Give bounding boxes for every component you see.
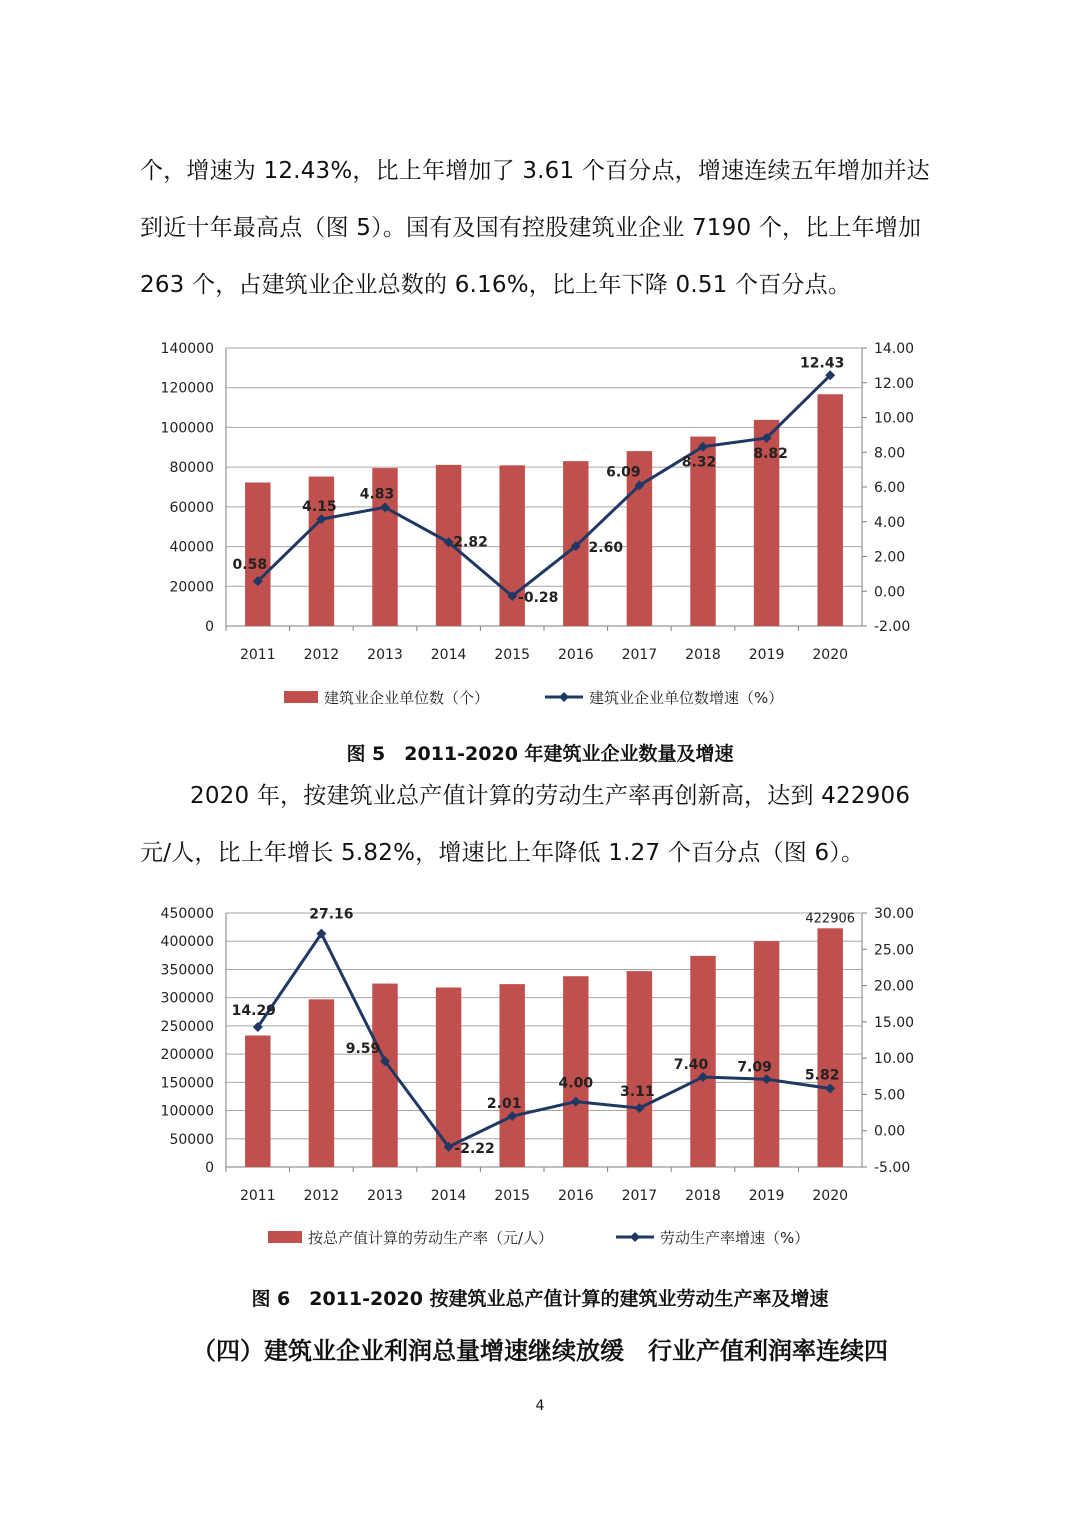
line-data-label: 2.60 bbox=[588, 540, 624, 557]
x-tick-label: 2017 bbox=[621, 1188, 658, 1204]
paragraph-1: 个，增速为 12.43%，比上年增加了 3.61 个百分点，增速连续五年增加并达到近十年最高点（图 5）。国有及国有控股建筑业企业 7190 个，比上年增加 263 个，占建筑业企业总数的 6.16%，比上年下降 0.51 个百分点。 bbox=[140, 158, 930, 298]
y-right-tick-label: 15.00 bbox=[874, 1014, 915, 1031]
x-tick-label: 2018 bbox=[685, 1188, 721, 1204]
y-right-tick-label: 5.00 bbox=[874, 1087, 906, 1104]
bar bbox=[563, 976, 588, 1167]
y-right-tick-label: 0.00 bbox=[874, 584, 906, 601]
line-data-label: 5.82 bbox=[804, 1067, 840, 1084]
y-right-tick-label: 10.00 bbox=[874, 1051, 915, 1068]
line-data-label: -0.28 bbox=[518, 590, 559, 607]
legend-line-marker bbox=[559, 692, 569, 702]
line-data-label: 4.00 bbox=[558, 1075, 594, 1092]
line-data-label: 14.29 bbox=[231, 1003, 276, 1020]
bar bbox=[309, 999, 334, 1167]
x-tick-label: 2015 bbox=[494, 647, 531, 663]
line-data-label: 7.40 bbox=[673, 1057, 709, 1074]
x-tick-label: 2013 bbox=[367, 1188, 403, 1204]
chart-enterprise-count bbox=[0, 330, 1080, 730]
paragraph-2: 2020 年，按建筑业总产值计算的劳动生产率再创新高，达到 422906 元/人，比上年增长 5.82%，增速比上年降低 1.27 个百分点（图 6）。 bbox=[140, 783, 911, 866]
x-tick-label: 2015 bbox=[494, 1188, 531, 1204]
line-data-label: -2.22 bbox=[454, 1140, 495, 1157]
line-data-label: 4.15 bbox=[302, 499, 337, 516]
line-data-label: 0.58 bbox=[232, 557, 268, 574]
legend-line-label: 建筑业企业单位数增速（%） bbox=[589, 689, 784, 707]
y-left-tick-label: 100000 bbox=[160, 420, 214, 437]
x-tick-label: 2012 bbox=[303, 647, 340, 663]
y-right-tick-label: 12.00 bbox=[874, 375, 915, 392]
y-left-tick-label: 140000 bbox=[160, 341, 214, 357]
x-tick-label: 2011 bbox=[239, 647, 276, 663]
x-tick-label: 2018 bbox=[685, 647, 721, 663]
x-tick-label: 2016 bbox=[557, 647, 594, 663]
page-number: 4 bbox=[535, 1398, 545, 1414]
line-data-label: 3.11 bbox=[620, 1084, 655, 1101]
bar bbox=[245, 482, 270, 626]
y-right-tick-label: 0.00 bbox=[874, 1123, 906, 1140]
line-data-label: 8.32 bbox=[681, 454, 717, 471]
line-data-label: 2.01 bbox=[486, 1096, 522, 1113]
y-right-tick-label: -2.00 bbox=[874, 619, 911, 635]
y-left-tick-label: 350000 bbox=[160, 962, 214, 979]
y-left-tick-label: 20000 bbox=[169, 579, 214, 596]
x-tick-label: 2012 bbox=[303, 1188, 340, 1204]
y-left-tick-label: 450000 bbox=[160, 906, 214, 922]
y-left-tick-label: 40000 bbox=[169, 539, 214, 556]
y-right-tick-label: 8.00 bbox=[874, 445, 906, 462]
y-left-tick-label: 0 bbox=[205, 1160, 214, 1176]
x-tick-label: 2017 bbox=[621, 647, 658, 663]
y-left-tick-label: 200000 bbox=[160, 1047, 214, 1064]
y-right-tick-label: 10.00 bbox=[874, 410, 915, 427]
line-data-label: 7.09 bbox=[737, 1059, 772, 1076]
legend-bar-label: 建筑业企业单位数（个） bbox=[324, 689, 490, 707]
legend-line-marker bbox=[630, 1232, 640, 1242]
section-heading: （四）建筑业企业利润总量增速继续放缓 行业产值利润率连续四 bbox=[192, 1337, 888, 1365]
bar bbox=[245, 1035, 270, 1167]
y-left-tick-label: 250000 bbox=[160, 1018, 214, 1035]
y-left-tick-label: 80000 bbox=[169, 460, 214, 477]
y-left-tick-label: 60000 bbox=[169, 499, 214, 516]
line-data-label: 4.83 bbox=[359, 486, 395, 503]
bar bbox=[754, 941, 779, 1167]
bar-value-label: 422906 bbox=[805, 911, 856, 927]
y-right-tick-label: 20.00 bbox=[874, 978, 915, 995]
x-tick-label: 2011 bbox=[239, 1188, 276, 1204]
y-right-tick-label: 30.00 bbox=[874, 906, 915, 922]
y-left-tick-label: 120000 bbox=[160, 380, 214, 397]
legend-bar-swatch bbox=[284, 691, 318, 703]
figure-6-caption: 图 6 2011-2020 按建筑业总产值计算的建筑业劳动生产率及增速 bbox=[251, 1288, 829, 1310]
line-data-label: 9.59 bbox=[345, 1041, 381, 1058]
x-tick-label: 2014 bbox=[430, 1188, 467, 1204]
x-tick-label: 2019 bbox=[748, 647, 785, 663]
y-right-tick-label: 25.00 bbox=[874, 942, 915, 959]
x-tick-label: 2020 bbox=[812, 647, 849, 663]
bar bbox=[817, 394, 842, 626]
bar bbox=[817, 928, 842, 1167]
x-tick-label: 2016 bbox=[557, 1188, 594, 1204]
line-data-label: 2.82 bbox=[453, 534, 488, 551]
series-line bbox=[258, 934, 830, 1147]
line-data-label: 6.09 bbox=[606, 464, 641, 481]
x-tick-label: 2014 bbox=[430, 647, 467, 663]
y-left-tick-label: 150000 bbox=[160, 1075, 214, 1092]
chart-labor-productivity bbox=[0, 895, 1080, 1265]
y-right-tick-label: 4.00 bbox=[874, 514, 906, 531]
y-left-tick-label: 50000 bbox=[169, 1131, 214, 1148]
y-left-tick-label: 100000 bbox=[160, 1103, 214, 1120]
legend-line-label: 劳动生产率增速（%） bbox=[660, 1229, 810, 1247]
x-tick-label: 2020 bbox=[812, 1188, 849, 1204]
y-right-tick-label: 14.00 bbox=[874, 341, 915, 357]
line-data-label: 8.82 bbox=[753, 446, 788, 463]
y-left-tick-label: 0 bbox=[205, 619, 214, 635]
y-right-tick-label: 2.00 bbox=[874, 549, 906, 566]
y-left-tick-label: 400000 bbox=[160, 934, 214, 951]
legend-bar-label: 按总产值计算的劳动生产率（元/人） bbox=[308, 1229, 554, 1247]
x-tick-label: 2013 bbox=[367, 647, 403, 663]
bar bbox=[627, 971, 652, 1167]
y-right-tick-label: -5.00 bbox=[874, 1160, 911, 1176]
figure-5-caption: 图 5 2011-2020 年建筑业企业数量及增速 bbox=[346, 743, 734, 765]
legend-bar-swatch bbox=[268, 1231, 302, 1243]
y-left-tick-label: 300000 bbox=[160, 990, 214, 1007]
series-line bbox=[258, 375, 830, 596]
line-data-label: 12.43 bbox=[800, 355, 845, 372]
y-right-tick-label: 6.00 bbox=[874, 480, 906, 496]
x-tick-label: 2019 bbox=[748, 1188, 785, 1204]
line-data-label: 27.16 bbox=[309, 906, 354, 923]
bar bbox=[499, 984, 524, 1167]
